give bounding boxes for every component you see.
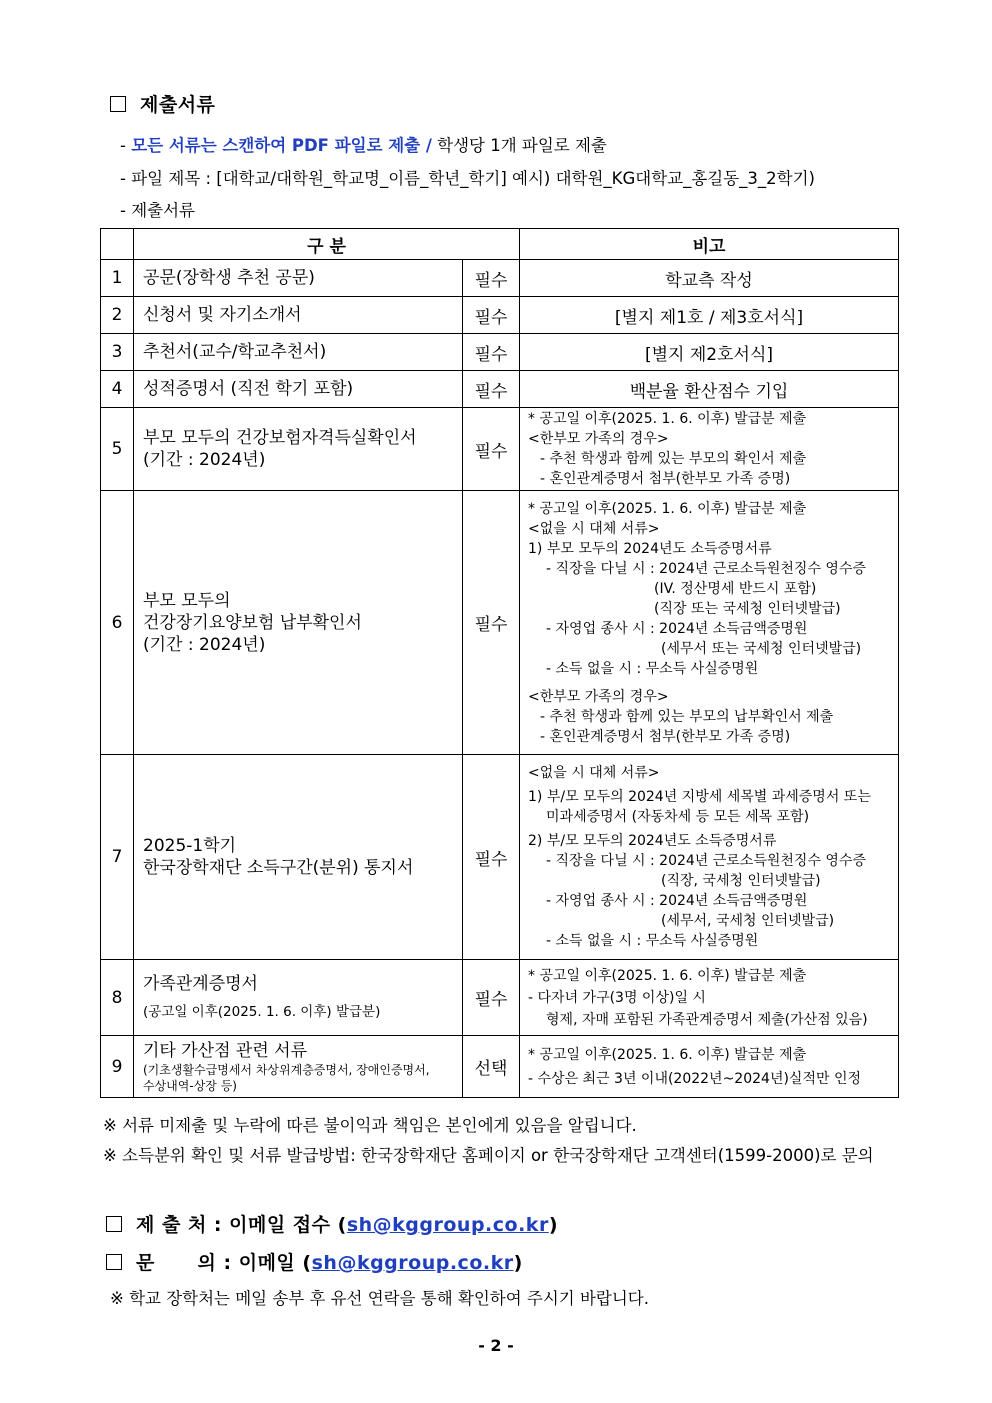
inquiry-contact: 문 의 : 이메일 (sh@kggroup.co.kr) (106, 1248, 523, 1275)
row-number: 2 (101, 297, 134, 334)
table-row (101, 334, 899, 371)
remark: [별지 제2호서식] (520, 334, 899, 371)
table-row (101, 960, 899, 1036)
requirement: 필수 (463, 491, 520, 755)
remark: * 공고일 이후(2025. 1. 6. 이후) 발급분 제출 <한부모 가족의 경우> - 추천 학생과 함께 있는 부모의 확인서 제출 - 혼인관계증명서 첨부(한부모 가족 증명) (520, 408, 899, 491)
table-row (101, 260, 899, 297)
row-number: 9 (101, 1036, 134, 1098)
instruction-line-2: - 파일 제목 : [대학교/대학원_학교명_이름_학년_학기] 예시) 대학원_KG대학교_홍길동_3_2학기) (120, 169, 815, 188)
requirement: 선택 (463, 1036, 520, 1098)
document-name: 기타 가산점 관련 서류 (기초생활수급명세서 차상위계층증명서, 장애인증명서, 수상내역-상장 등) (134, 1036, 463, 1098)
footer-note: ※ 학교 장학처는 메일 송부 후 유선 연락을 통해 확인하여 주시기 바랍니다. (110, 1289, 649, 1308)
requirement: 필수 (463, 408, 520, 491)
remark: 백분율 환산점수 기입 (520, 371, 899, 408)
requirement: 필수 (463, 260, 520, 297)
note-income-inquiry: ※ 소득분위 확인 및 서류 발급방법: 한국장학재단 홈페이지 or 한국장학재단 고객센터(1599-2000)로 문의 (103, 1146, 874, 1165)
table-header-row (101, 229, 899, 260)
document-name: 성적증명서 (직전 학기 포함) (134, 371, 463, 408)
checkbox-square-icon (110, 96, 126, 112)
instruction-line-3: - 제출서류 (120, 201, 195, 220)
row-number: 1 (101, 260, 134, 297)
requirement: 필수 (463, 334, 520, 371)
document-name: 공문(장학생 추천 공문) (134, 260, 463, 297)
remark: * 공고일 이후(2025. 1. 6. 이후) 발급분 제출 - 다자녀 가구(3명 이상)일 시 형제, 자매 포함된 가족관계증명서 제출(가산점 있음) (520, 960, 899, 1036)
document-name: 가족관계증명서 (공고일 이후(2025. 1. 6. 이후) 발급분) (134, 960, 463, 1036)
page-number: - 2 - (478, 1336, 514, 1355)
remark: <없을 시 대체 서류> 1) 부/모 모두의 2024년 지방세 세목별 과세증명서 또는 미과세증명서 (자동차세 등 모든 세목 포함) 2) 부/모 모두의 2024년도 소득증명서류 - 직장을 다닐 시 : 2024년 근로소득원천징수 영수증 (직장, 국세청 인터넷발급) - 자영업 종사 시 : 2024년 소득금액증명원 (세무서, 국세청 인터넷발급) - 소득 없을 시 : 무소득 사실증명원 (520, 755, 899, 960)
row-number: 5 (101, 408, 134, 491)
section-title-documents: 제출서류 (110, 90, 215, 117)
documents-table (100, 228, 899, 1098)
requirement: 필수 (463, 960, 520, 1036)
table-row (101, 371, 899, 408)
inquiry-email-link[interactable]: sh@kggroup.co.kr (311, 1252, 514, 1274)
row-number: 8 (101, 960, 134, 1036)
table-row (101, 755, 899, 960)
requirement: 필수 (463, 297, 520, 334)
table-row (101, 297, 899, 334)
header-category: 구 분 (134, 229, 520, 260)
requirement: 필수 (463, 371, 520, 408)
instruction-line-1: - 모든 서류는 스캔하여 PDF 파일로 제출 / 학생당 1개 파일로 제출 (120, 136, 607, 155)
remark: * 공고일 이후(2025. 1. 6. 이후) 발급분 제출 <없을 시 대체 서류> 1) 부모 모두의 2024년도 소득증명서류 - 직장을 다닐 시 : 2024년 근로소득원천징수 영수증 (IV. 정산명세 반드시 포함) (직장 또는 국세청 인터넷발급) - 자영업 종사 시 : 2024년 소득금액증명원 (세무서 또는 국세청 인터넷발급) - 소득 없을 시 : 무소득 사실증명원 <한부모 가족의 경우> - 추천 학생과 함께 있는 부모의 납부확인서 제출 - 혼인관계증명서 첨부(한부모 가족 증명) (520, 491, 899, 755)
row-number: 3 (101, 334, 134, 371)
document-name: 부모 모두의 건강보험자격득실확인서 (기간 : 2024년) (134, 408, 463, 491)
checkbox-square-icon (106, 1254, 122, 1270)
checkbox-square-icon (106, 1216, 122, 1232)
row-number: 6 (101, 491, 134, 755)
submit-destination: 제 출 처 : 이메일 접수 (sh@kggroup.co.kr) (106, 1210, 558, 1237)
document-name: 추천서(교수/학교추천서) (134, 334, 463, 371)
document-name: 신청서 및 자기소개서 (134, 297, 463, 334)
submit-email-link[interactable]: sh@kggroup.co.kr (346, 1214, 549, 1236)
table-row (101, 1036, 899, 1098)
remark: * 공고일 이후(2025. 1. 6. 이후) 발급분 제출 - 수상은 최근 3년 이내(2022년~2024년)실적만 인정 (520, 1036, 899, 1098)
document-name: 부모 모두의 건강장기요양보험 납부확인서 (기간 : 2024년) (134, 491, 463, 755)
table-row (101, 491, 899, 755)
document-name: 2025-1학기 한국장학재단 소득구간(분위) 통지서 (134, 755, 463, 960)
remark: [별지 제1호 / 제3호서식] (520, 297, 899, 334)
requirement: 필수 (463, 755, 520, 960)
header-blank-cell (101, 229, 134, 260)
remark: 학교측 작성 (520, 260, 899, 297)
row-number: 4 (101, 371, 134, 408)
row-number: 7 (101, 755, 134, 960)
table-row (101, 408, 899, 491)
note-responsibility: ※ 서류 미제출 및 누락에 따른 불이익과 책임은 본인에게 있음을 알립니다. (103, 1116, 637, 1135)
scan-pdf-instruction: 모든 서류는 스캔하여 PDF 파일로 제출 / (131, 136, 432, 155)
header-remark: 비고 (520, 229, 899, 260)
